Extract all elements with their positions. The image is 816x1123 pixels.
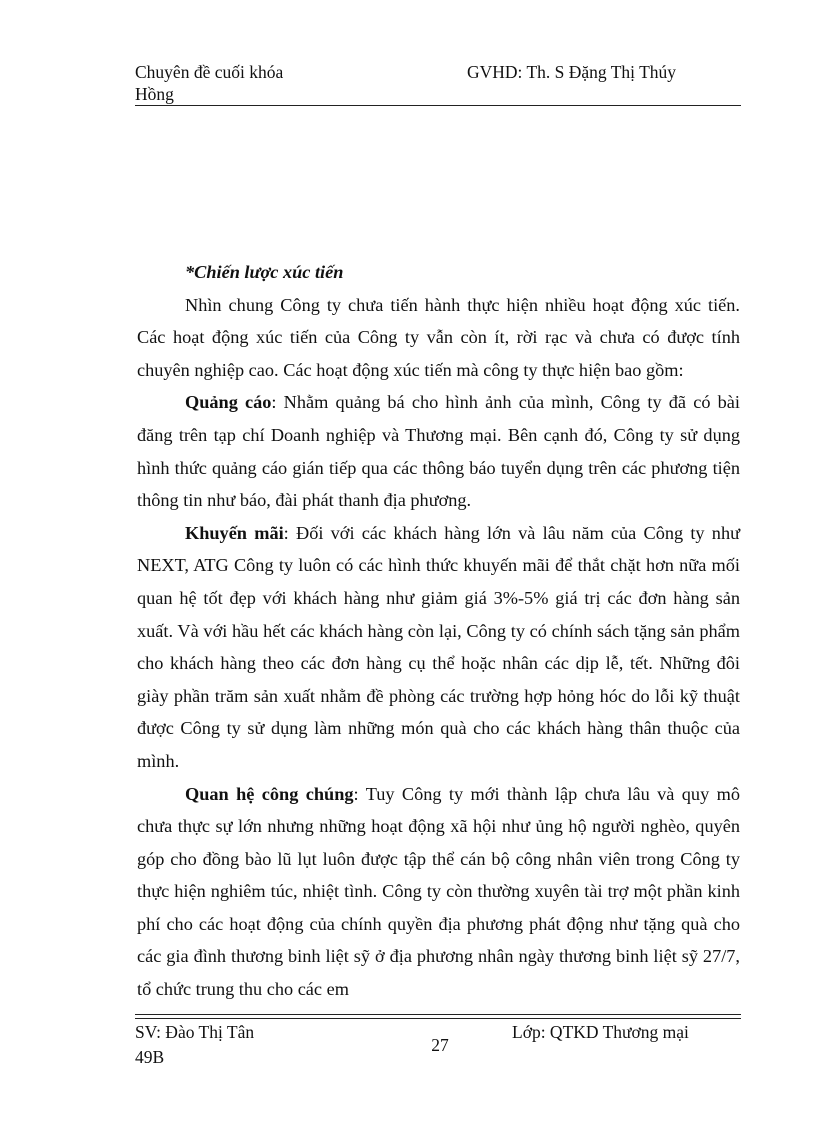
footer-rule-top — [135, 1014, 741, 1015]
footer-student-cohort: 49B — [135, 1047, 165, 1067]
paragraph-advertising-lead: Quảng cáo — [185, 392, 272, 413]
header-left — [135, 61, 355, 105]
paragraph-promotion — [137, 517, 740, 778]
footer-class: Lớp: QTKD Thương mại — [512, 1022, 689, 1042]
footer-student — [135, 1020, 335, 1070]
paragraph-advertising-text: : Nhằm quảng bá cho hình ảnh của mình, Công ty đã có bài đăng trên tạp chí Doanh nghiệp và Thương mại. Bên cạnh đó, Công ty sử dụng hình thức quảng cáo gián tiếp qua các thông báo tuyển dụng trên các phương tiện thông tin như báo, đài phát thanh địa phương. — [137, 392, 740, 511]
paragraph-promotion-text: : Đối với các khách hàng lớn và lâu năm của Công ty như NEXT, ATG Công ty luôn có các hình thức khuyến mãi để thắt chặt hơn nữa mối quan hệ tốt đẹp với khách hàng như giảm giá 3%-5% giá trị các đơn hàng sản xuất. Và với hầu hết các khách hàng còn lại, Công ty có chính sách tặng sản phẩm cho khách hàng theo các đơn hàng cụ thể hoặc nhân các dịp lễ, tết. Những đôi giày phần trăm sản xuất nhằm đề phòng các trường hợp hỏng hóc do lỗi kỹ thuật được Công ty sử dụng làm những món quà cho các khách hàng thân thuộc của mình. — [137, 522, 740, 771]
header-rule — [135, 105, 741, 106]
page-number: 27 — [431, 1035, 449, 1055]
paragraph-public-relations-lead: Quan hệ công chúng — [185, 783, 354, 804]
section-title: *Chiến lược xúc tiến — [185, 262, 344, 282]
document-body — [137, 256, 740, 1006]
paragraph-promotion-lead: Khuyến mãi — [185, 522, 284, 543]
footer-student-name: SV: Đào Thị Tân — [135, 1022, 255, 1042]
header-course-title-continued: Hồng — [135, 84, 174, 104]
footer-rule-bottom — [135, 1018, 741, 1019]
paragraph-public-relations — [137, 778, 740, 1006]
header-supervisor: GVHD: Th. S Đặng Thị Thúy — [467, 62, 677, 82]
header-course-title: Chuyên đề cuối khóa — [135, 62, 284, 82]
paragraph-advertising — [137, 386, 740, 516]
paragraph-intro: Nhìn chung Công ty chưa tiến hành thực hiện nhiều hoạt động xúc tiến. Các hoạt động xúc tiến của Công ty vẫn còn ít, rời rạc và chưa có được tính chuyên nghiệp cao. Các hoạt động xúc tiến mà công ty thực hiện bao gồm: — [137, 294, 740, 380]
paragraph-public-relations-text: : Tuy Công ty mới thành lập chưa lâu và quy mô chưa thực sự lớn nhưng những hoạt động xã hội như ủng hộ người nghèo, quyên góp cho đồng bào lũ lụt luôn được tập thể cán bộ công nhân viên trong Công ty thực hiện nghiêm túc, nhiệt tình. Công ty còn thường xuyên tài trợ một phần kinh phí cho các hoạt động của chính quyền địa phương phát động như tặng quà cho các gia đình thương binh liệt sỹ ở địa phương nhân ngày thương binh liệt sỹ 27/7, tổ chức trung thu cho các em — [137, 783, 740, 1000]
